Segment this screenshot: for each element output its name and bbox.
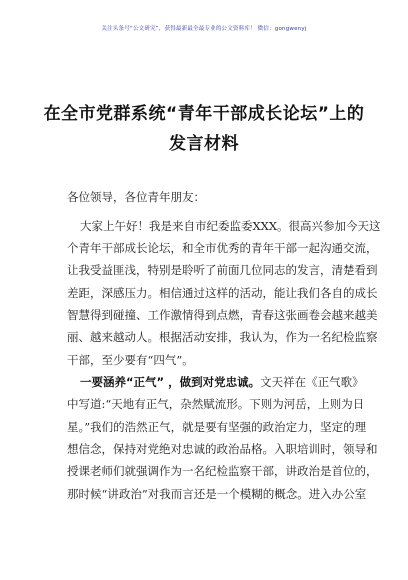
para2-line: 中写道:“天地有正气，杂然赋流形。下则为河岳，上则为日 xyxy=(67,397,365,411)
section-heading-lead: 一要涵养“正气” ，做到对党忠诚。 xyxy=(80,375,261,389)
para1-line: 大家上午好！我是来自市纪委监委XXX。很高兴参加今天这 xyxy=(80,219,381,233)
para1-line: 干部，至少要有“四气”。 xyxy=(67,353,194,367)
para1-line: 差距，深感压力。相信通过这样的活动，能让我们各自的成长 xyxy=(67,286,378,300)
para2-line: 那时候“讲政治”对我而言还是一个模糊的概念。进入办公室 xyxy=(67,487,367,501)
para1-line: 个青年干部成长论坛，和全市优秀的青年干部一起沟通交流， xyxy=(67,241,378,255)
para1-line: 智慧得到碰撞、工作激情得到点燃，青春这张画卷会越来越美 xyxy=(67,308,378,322)
para2-line: 星。”我们的浩然正气，就是要有坚强的政治定力，坚定的理 xyxy=(67,420,367,434)
para1-line: 丽、越来越动人。根据活动安排，我认为，作为一名纪检监察 xyxy=(67,330,378,344)
salutation: 各位领导，各位青年朋友： xyxy=(67,190,205,204)
header-promo-note: 关注头条号“公文研究”，获得最新最全最专业的公文资料库！ 微信：gongwenyj xyxy=(101,26,307,32)
para2-first-line xyxy=(80,375,364,389)
document-title-line-2: 发言材料 xyxy=(169,134,239,154)
para2-line: 授课老师们就强调作为一名纪检监察干部，讲政治是首位的， xyxy=(67,464,378,478)
para2-line: 想信念，保持对党绝对忠诚的政治品格。入职培训时，领导和 xyxy=(67,442,378,456)
para2-first-line-rest: 文天祥在《正气歌》 xyxy=(260,375,364,389)
para1-line: 让我受益匪浅，特别是聆听了前面几位同志的发言，清楚看到 xyxy=(67,263,378,277)
document-title-line-1: 在全市党群系统“青年干部成长论坛”上的 xyxy=(43,104,365,124)
